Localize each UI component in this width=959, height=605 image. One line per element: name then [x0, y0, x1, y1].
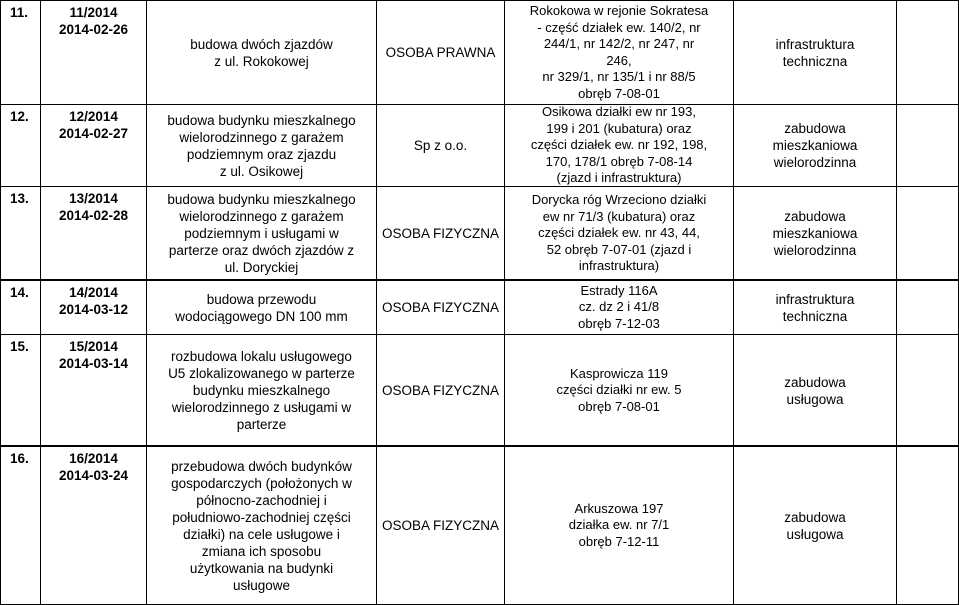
cell-location: Dorycka róg Wrzeciono działki ew nr 71/3 (kubatura) oraz części działek ew. nr 43, 44, 52 obręb 7-07-01 (zjazd i infrastruktura) [531, 192, 707, 274]
cell-no: 14. [10, 285, 29, 300]
cell-desc: budowa budynku mieszkalnego wielorodzinnego z garażem podziemnym oraz zjazdu z ul. Osikowej [167, 112, 356, 179]
cell-no: 15. [10, 339, 29, 354]
cell-no: 11. [10, 5, 29, 20]
cell-type: zabudowa usługowa [784, 509, 846, 542]
cell-type: infrastruktura techniczna [775, 36, 855, 69]
cell-no: 16. [10, 451, 29, 466]
cell-num: 15/2014 2014-03-14 [58, 339, 129, 371]
cell-num: 14/2014 2014-03-12 [58, 285, 129, 317]
cell-no: 12. [10, 109, 29, 124]
cell-type: zabudowa mieszkaniowa wielorodzinna [772, 121, 858, 170]
cell-type: infrastruktura techniczna [775, 291, 855, 324]
cell-type: zabudowa mieszkaniowa wielorodzinna [772, 209, 858, 258]
cell-investor: OSOBA FIZYCZNA [381, 226, 500, 241]
cell-num: 13/2014 2014-02-28 [58, 191, 129, 223]
cell-num: 11/2014 2014-02-26 [58, 5, 129, 37]
cell-desc: budowa przewodu wodociągowego DN 100 mm [175, 291, 348, 324]
cell-location: Kasprowicza 119 części działki nr ew. 5 obręb 7-08-01 [556, 365, 682, 414]
cell-type: zabudowa usługowa [784, 374, 846, 407]
cell-num: 12/2014 2014-02-27 [58, 109, 129, 141]
cell-investor: OSOBA FIZYCZNA [381, 300, 500, 315]
cell-location: Osikowa działki ew nr 193, 199 i 201 (kubatura) oraz części działek ew. nr 192, 198, 170, 178/1 obręb 7-08-14 (zjazd i infrastruktura) [530, 104, 708, 186]
cell-location: Rokokowa w rejonie Sokratesa - część działek ew. 140/2, nr 244/1, nr 142/2, nr 247, nr 246, nr 329/1, nr 135/1 i nr 88/5 obręb 7-08-01 [529, 3, 709, 101]
cell-num: 16/2014 2014-03-24 [58, 451, 129, 483]
cell-investor: OSOBA FIZYCZNA [381, 518, 500, 533]
cell-location: Arkuszowa 197 działka ew. nr 7/1 obręb 7-12-11 [568, 500, 670, 549]
column-divider [896, 0, 897, 605]
cell-location: Estrady 116A cz. dz 2 i 41/8 obręb 7-12-03 [578, 282, 660, 331]
cell-investor: Sp z o.o. [413, 138, 468, 153]
cell-desc: rozbudowa lokalu usługowego U5 zlokalizowanego w parterze budynku mieszkalnego wielorodzinnego z usługami w parterze [168, 349, 355, 432]
cell-desc: budowa budynku mieszkalnego wielorodzinnego z garażem podziemnym i usługami w parterze oraz dwóch zjazdów z ul. Doryckiej [167, 192, 356, 275]
cell-no: 13. [10, 191, 29, 206]
cell-investor: OSOBA PRAWNA [385, 45, 496, 60]
cell-desc: budowa dwóch zjazdów z ul. Rokokowej [190, 36, 333, 69]
cell-investor: OSOBA FIZYCZNA [381, 383, 500, 398]
cell-desc: przebudowa dwóch budynków gospodarczych (położonych w północno-zachodniej i południowo-zachodniej części działki) na cele usługowe i zmiana ich sposobu użytkowania na budynki usługowe [171, 458, 352, 593]
